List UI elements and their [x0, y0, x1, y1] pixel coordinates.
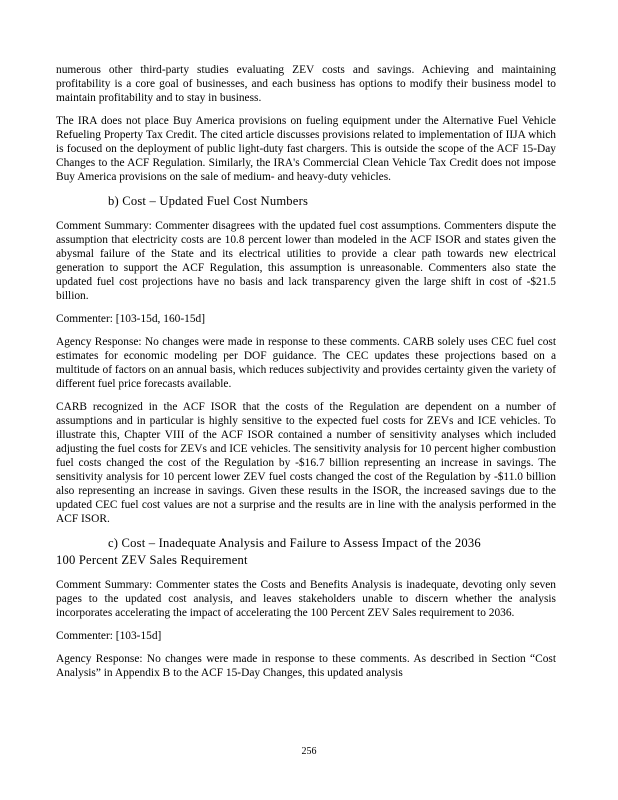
paragraph: The IRA does not place Buy America provisions on fueling equipment under the Alternative Fuel Vehicle Refueling Property Tax Credit. The cited article discusses provisions related to implementation of IIJA which is focused on the deployment of public light-duty fast chargers. This is outside the scope of the ACF 15-Day Changes to the ACF Regulation. Similarly, the IRA's Commercial Clean Vehicle Tax Credit does not impose Buy America provisions on the sale of medium- and heavy-duty vehicles. [56, 115, 556, 183]
page-number: 256 [301, 746, 317, 757]
agency-response-continued: CARB recognized in the ACF ISOR that the costs of the Regulation are dependent on a number of assumptions and in particular is highly sensitive to the expected fuel costs for ZEVs and ICE vehicles. To illustrate this, Chapter VIII of the ACF ISOR contained a number of sensitivity analyses which included adjusting the fuel costs for ZEVs and ICE vehicles. The sensitivity analysis for 10 percent higher combustion fuel costs changed the cost of the Regulation by -$16.7 billion representing an increase in savings. The sensitivity analysis for 10 percent lower ZEV fuel costs changed the cost of the Regulation by -$11.0 billion also representing an increase in savings. Given these results in the ISOR, the increased savings due to the updated CEC fuel cost values are not a surprise and the results are in line with the analysis performed in the ACF ISOR. [56, 401, 556, 525]
section-heading [56, 535, 556, 569]
comment-summary: Comment Summary: Commenter states the Costs and Benefits Analysis is inadequate, devoting only seven pages to the updated cost analysis, and leaves stakeholders unable to discern whether the analysis incorporates accelerating the impact of accelerating the 100 Percent ZEV Sales requirement to 2036. [56, 579, 556, 619]
section-heading-line1: c) Cost – Inadequate Analysis and Failure to Assess Impact of the 2036 [108, 536, 481, 550]
section-heading-line2: 100 Percent ZEV Sales Requirement [56, 553, 248, 567]
commenter-ids: Commenter: [103-15d] [56, 630, 162, 642]
agency-response: Agency Response: No changes were made in response to these comments. As described in Section “Cost Analysis” in Appendix B to the ACF 15-Day Changes, this updated analysis [56, 653, 556, 679]
document-page [56, 63, 556, 689]
comment-summary: Comment Summary: Commenter disagrees with the updated fuel cost assumptions. Commenters dispute the assumption that electricity costs are 10.8 percent lower than modeled in the ACF ISOR and states given the abysmal failure of the State and its electrical utilities to provide a clear path towards new electrical generation to support the ACF Regulation, this assumption is unreasonable. Commenters also state the updated fuel cost projections have no basis and lack transparency given the large shift in cost of -$21.5 billion. [56, 220, 556, 302]
paragraph: numerous other third-party studies evaluating ZEV costs and savings. Achieving and maintaining profitability is a core goal of businesses, and each business has options to modify their business model to maintain profitability and to stay in business. [56, 64, 556, 104]
commenter-ids: Commenter: [103-15d, 160-15d] [56, 313, 206, 325]
section-heading: b) Cost – Updated Fuel Cost Numbers [108, 194, 309, 208]
agency-response: Agency Response: No changes were made in response to these comments. CARB solely uses CEC fuel cost estimates for economic modeling per DOF guidance. The CEC updates these projections based on a multitude of factors on an annual basis, which reduces subjectivity and provides certainty given the variety of different fuel price forecasts available. [56, 336, 556, 390]
